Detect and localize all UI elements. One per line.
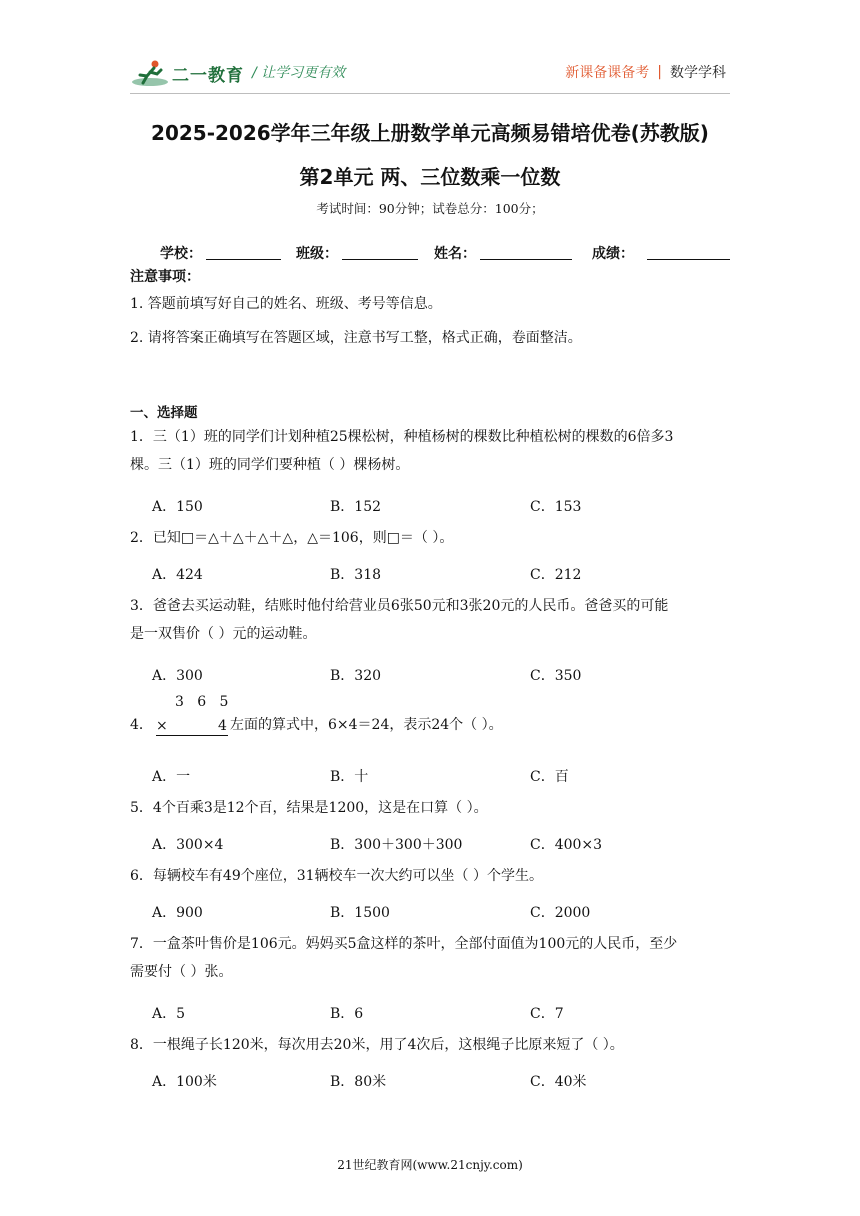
option-b[interactable]: B．十 — [330, 769, 369, 785]
option-c[interactable]: C．350 — [530, 668, 582, 684]
question-text-line: 3．爸爸去买运动鞋，结账时他付给营业员6张50元和3张20元的人民币。爸爸买的可能 — [130, 598, 669, 614]
header-separator: | — [657, 64, 662, 80]
question-4-text: 左面的算式中，6×4＝24，表示24个（ ）。 — [230, 717, 503, 733]
section-title: 一、选择题 — [130, 405, 198, 421]
option-c[interactable]: C．40米 — [530, 1074, 587, 1090]
option-b[interactable]: B．318 — [330, 567, 382, 583]
option-a[interactable]: A．300 — [152, 668, 203, 684]
score-field[interactable] — [647, 259, 730, 260]
multiplication-top: 3 6 5 — [175, 694, 229, 710]
exam-info: 考试时间：90分钟；试卷总分：100分； — [316, 201, 544, 216]
question-1 — [130, 423, 730, 479]
option-a[interactable]: A．150 — [152, 499, 203, 515]
class-label: 班级： — [296, 246, 338, 262]
option-b[interactable]: B．320 — [330, 668, 382, 684]
question-text-line: 需要付（ ）张。 — [130, 964, 233, 980]
question-4-number: 4． — [130, 717, 153, 733]
option-c[interactable]: C．百 — [530, 769, 569, 785]
question-text-line: 1．三（1）班的同学们计划种植25棵松树，种植杨树的棵数比种植松树的棵数的6倍多3 — [130, 429, 674, 445]
header-tag: 新课备课备考 — [565, 65, 650, 81]
score-label: 成绩： — [592, 246, 634, 262]
question-text-line: 5．4个百乘3是12个百，结果是1200，这是在口算（ ）。 — [130, 800, 488, 816]
question-6 — [130, 862, 730, 890]
question-text-line: 6．每辆校车有49个座位，31辆校车一次大约可以坐（ ）个学生。 — [130, 868, 543, 884]
option-c[interactable]: C．153 — [530, 499, 582, 515]
header-subject: 数学学科 — [670, 65, 726, 81]
option-a[interactable]: A．300×4 — [152, 837, 224, 853]
option-b[interactable]: B．80米 — [330, 1074, 387, 1090]
note-item: 1. 答题前填写好自己的姓名、班级、考号等信息。 — [130, 296, 442, 312]
header-right — [565, 62, 726, 82]
option-b[interactable]: B．152 — [330, 499, 382, 515]
option-a[interactable]: A．100米 — [152, 1074, 217, 1090]
multiplication-line — [156, 735, 228, 736]
page-subtitle: 第2单元 两、三位数乘一位数 — [299, 165, 561, 189]
question-8 — [130, 1031, 730, 1059]
question-text-line: 棵。三（1）班的同学们要种植（ ）棵杨树。 — [130, 457, 410, 473]
option-b[interactable]: B．1500 — [330, 905, 390, 921]
page-title: 2025-2026学年三年级上册数学单元高频易错培优卷(苏教版) — [151, 121, 709, 145]
note-item: 2. 请将答案正确填写在答题区域，注意书写工整，格式正确，卷面整洁。 — [130, 330, 582, 346]
option-b[interactable]: B．6 — [330, 1006, 364, 1022]
question-text-line: 2．已知□＝△＋△＋△＋△，△＝106，则□＝（ ）。 — [130, 530, 454, 546]
option-c[interactable]: C．2000 — [530, 905, 591, 921]
question-3 — [130, 592, 730, 648]
question-text-line: 8．一根绳子长120米，每次用去20米，用了4次后，这根绳子比原来短了（ ）。 — [130, 1037, 624, 1053]
question-text-line: 7．一盒茶叶售价是106元。妈妈买5盒这样的茶叶，全部付面值为100元的人民币，至少 — [130, 936, 678, 952]
name-field[interactable] — [480, 259, 572, 260]
page-footer: 21世纪教育网(www.21cnjy.com) — [337, 1158, 523, 1172]
multiplication-bottom: 4 — [218, 718, 227, 734]
slogan: / 让学习更有效 — [252, 65, 346, 81]
running-figure-logo-icon — [130, 58, 170, 88]
question-2 — [130, 524, 730, 552]
school-label: 学校： — [160, 246, 202, 262]
logo — [130, 58, 244, 88]
option-b[interactable]: B．300＋300＋300 — [330, 837, 463, 853]
notes-title: 注意事项： — [130, 269, 200, 285]
option-a[interactable]: A．900 — [152, 905, 203, 921]
question-7 — [130, 930, 730, 986]
logo-text: 二一教育 — [172, 65, 244, 86]
question-text-line: 是一双售价（ ）元的运动鞋。 — [130, 626, 317, 642]
option-a[interactable]: A．一 — [152, 769, 191, 785]
option-a[interactable]: A．5 — [152, 1006, 186, 1022]
option-c[interactable]: C．400×3 — [530, 837, 603, 853]
header-divider — [130, 93, 730, 94]
class-field[interactable] — [342, 259, 418, 260]
option-c[interactable]: C．212 — [530, 567, 582, 583]
option-a[interactable]: A．424 — [152, 567, 203, 583]
question-5 — [130, 794, 730, 822]
name-label: 姓名： — [434, 246, 476, 262]
multiplication-sign: × — [156, 718, 168, 734]
option-c[interactable]: C．7 — [530, 1006, 564, 1022]
school-field[interactable] — [206, 259, 281, 260]
